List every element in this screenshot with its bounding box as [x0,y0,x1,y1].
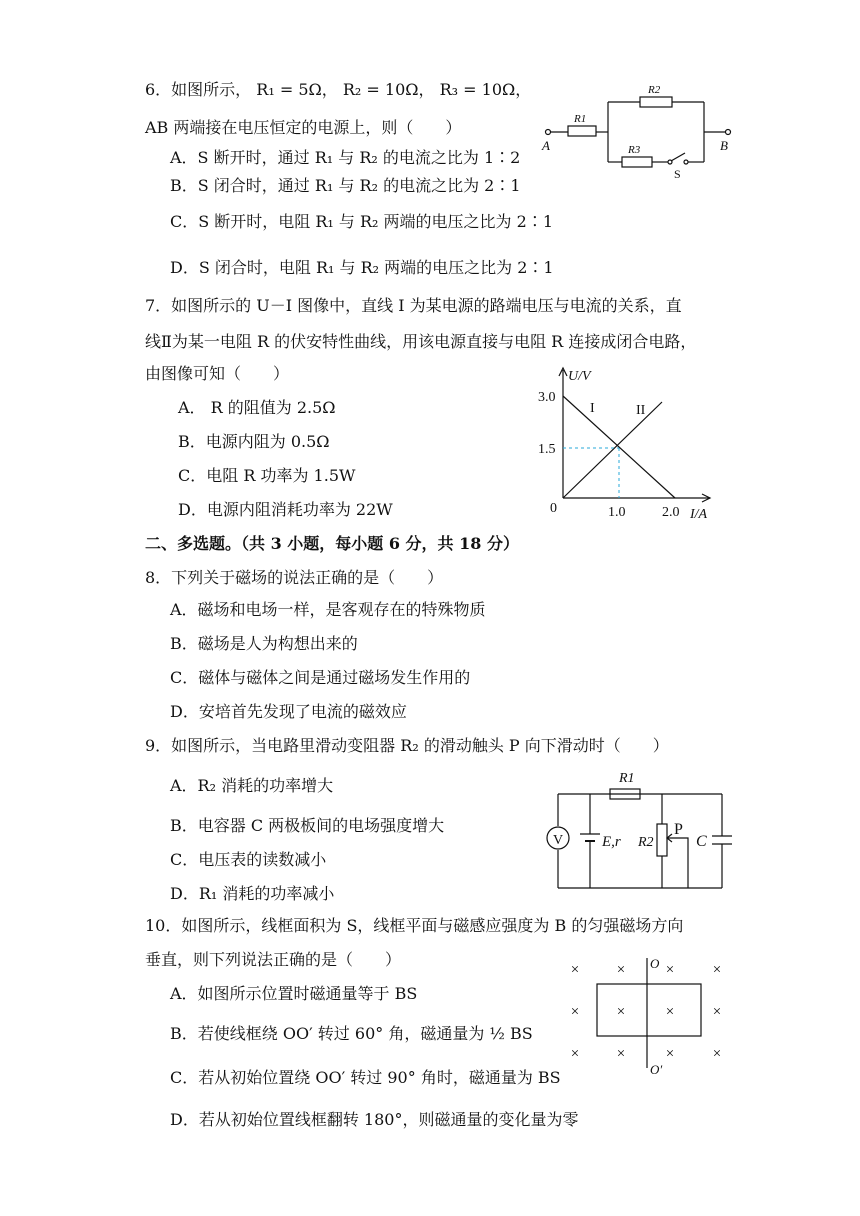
q8-option-c: C．磁体与磁体之间是通过磁场发生作用的 [170,668,471,687]
q10-stem-line2: 垂直，则下列说法正确的是（ ） [145,950,402,969]
r2-label: R2 [638,835,654,850]
q7-stem-line1: 7．如图所示的 U－I 图像中，直线 I 为某电源的路端电压与电流的关系，直 [145,296,682,315]
line-ii [563,402,662,498]
q7-stem-line3: 由图像可知（ ） [145,364,290,383]
origin-label: 0 [550,501,557,516]
r3-label: R3 [628,144,641,156]
q10-option-c: C．若从初始位置绕 OO′ 转过 90° 角时，磁通量为 BS [170,1068,561,1087]
field-cross-r1c1: × [570,962,580,978]
q6-stem-line1 [145,80,531,100]
q6-option-b: B．S 闭合时，通过 R₁ 与 R₂ 的电流之比为 2∶1 [170,176,521,195]
field-cross-r2c4: × [712,1004,722,1020]
switch-s [671,153,685,161]
y-tick-1-5: 1.5 [538,442,556,457]
q7-option-b: B．电源内阻为 0.5Ω [178,432,330,451]
r1-label: R1 [619,771,635,786]
x-tick-2: 2.0 [662,505,680,520]
o-label: O [650,956,660,971]
line-ii-label: II [636,403,646,418]
q10-magnetic-field-figure [560,954,740,1078]
line-i-label: I [590,401,595,416]
b-label: B [720,138,728,153]
r2-rheostat [657,824,667,856]
r2-resistor [640,97,672,107]
p-label: P [674,821,683,838]
r2-label: R2 [648,84,661,96]
q9-circuit-figure [540,764,740,894]
terminal-b [726,130,731,135]
field-cross-r3c2: × [616,1046,626,1062]
q10-stem-line1: 10．如图所示，线框面积为 S，线框平面与磁感应强度为 B 的匀强磁场方向 [145,916,684,935]
q10-option-d: D．若从初始位置线框翻转 180°，则磁通量的变化量为零 [170,1110,579,1129]
field-cross-r2c1: × [570,1004,580,1020]
q6-circuit-figure [540,80,740,180]
x-tick-1: 1.0 [608,505,626,520]
field-cross-r3c4: × [712,1046,722,1062]
field-cross-r2c3: × [665,1004,675,1020]
q9-option-c: C．电压表的读数减小 [170,850,327,869]
wire-frame [597,984,701,1036]
q9-option-a: A．R₂ 消耗的功率增大 [170,776,334,795]
q6-stem-values: R₁ = 5Ω， R₂ = 10Ω， R₃ = 10Ω， [256,80,532,99]
q6-stem-prefix: 6．如图所示， [145,80,252,99]
voltmeter-label: V [553,833,564,848]
q6-stem-line2: AB 两端接在电压恒定的电源上，则（ ） [145,118,462,137]
q8-option-a: A．磁场和电场一样，是客观存在的特殊物质 [170,600,486,619]
q9-option-b: B．电容器 C 两极板间的电场强度增大 [170,816,445,835]
q6-option-c: C．S 断开时，电阻 R₁ 与 R₂ 两端的电压之比为 2∶1 [170,212,554,231]
y-tick-3: 3.0 [538,390,556,405]
r3-resistor [622,157,652,167]
r1-label: R1 [574,113,587,125]
y-axis-label: U/V [568,369,591,384]
section-title: 二、多选题。（共 3 小题，每小题 6 分，共 18 分） [145,534,519,553]
field-cross-r3c1: × [570,1046,580,1062]
field-cross-r3c3: × [665,1046,675,1062]
s-label: S [674,167,681,180]
q6-option-a: A．S 断开时，通过 R₁ 与 R₂ 的电流之比为 1∶2 [170,148,521,167]
q8-stem: 8．下列关于磁场的说法正确的是（ ） [145,568,444,587]
q7-stem-line2: 线Ⅱ为某一电阻 R 的伏安特性曲线，用该电源直接与电阻 R 连接成闭合电路， [145,332,697,351]
r1-resistor [568,126,596,136]
q10-option-a: A．如图所示位置时磁通量等于 BS [170,984,418,1003]
field-cross-r2c2: × [616,1004,626,1020]
o-prime-label: O′ [650,1062,663,1077]
er-label: E,r [602,834,621,850]
x-axis-label: I/A [690,507,708,522]
q8-option-d: D．安培首先发现了电流的磁效应 [170,702,407,721]
q9-option-d: D．R₁ 消耗的功率减小 [170,884,335,903]
q9-stem: 9．如图所示，当电路里滑动变阻器 R₂ 的滑动触头 P 向下滑动时（ ） [145,736,669,755]
field-cross-r1c4: × [712,962,722,978]
field-cross-r1c2: × [616,962,626,978]
q8-option-b: B．磁场是人为构想出来的 [170,634,358,653]
q10-option-b: B．若使线框绕 OO′ 转过 60° 角，磁通量为 ½ BS [170,1024,533,1043]
terminal-a [546,130,551,135]
q7-ui-graph [530,362,730,522]
a-label: A [542,138,550,153]
slider-p [668,838,688,888]
q7-option-d: D．电源内阻消耗功率为 22W [178,500,393,519]
q7-option-a: A． R 的阻值为 2.5Ω [178,398,336,417]
c-label: C [696,833,707,850]
line-i [563,396,675,498]
field-cross-r1c3: × [665,962,675,978]
q6-option-d: D．S 闭合时，电阻 R₁ 与 R₂ 两端的电压之比为 2∶1 [170,258,554,277]
q7-option-c: C．电阻 R 功率为 1.5W [178,466,356,485]
